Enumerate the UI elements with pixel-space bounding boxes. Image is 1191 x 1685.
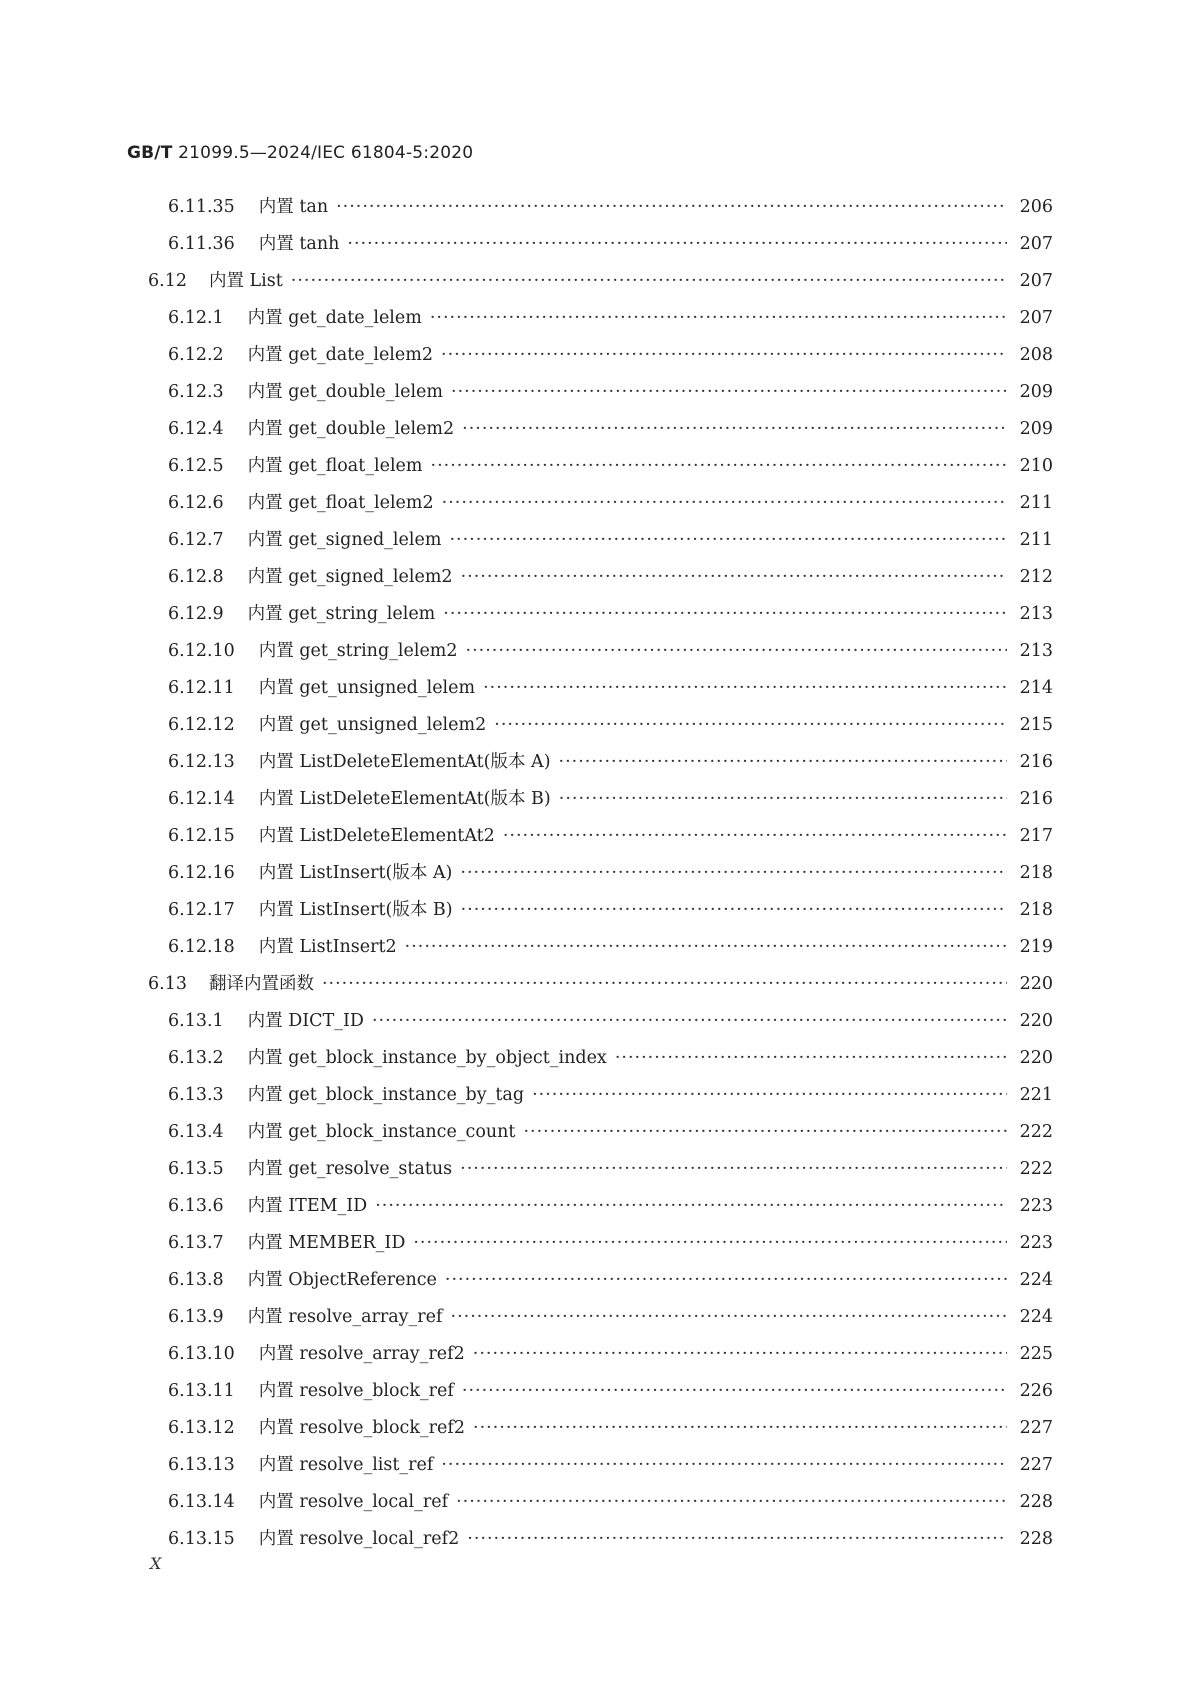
toc-entry-number: 6.12.9 [168,604,224,624]
toc-entry[interactable] [0,1229,1191,1266]
toc-entry-page: 216 [1019,752,1053,772]
toc-entry-number: 6.12.18 [168,937,235,957]
toc-entry-title: 内置 get_float_lelem2 [247,493,434,513]
toc-entry-title: 内置 get_signed_lelem2 [247,567,453,587]
toc-dot-leader [460,863,1007,883]
toc-entry-title: 内置 get_resolve_status [247,1159,453,1179]
toc-entry-page: 212 [1019,567,1053,587]
toc-entry[interactable] [0,896,1191,933]
toc-entry-number: 6.13.7 [168,1233,224,1253]
toc-entry[interactable] [0,970,1191,1007]
toc-entry[interactable] [0,1266,1191,1303]
toc-entry[interactable] [0,1044,1191,1081]
toc-entry-page: 228 [1019,1492,1053,1512]
toc-entry-number: 6.12.13 [168,752,235,772]
toc-entry-number: 6.11.36 [168,234,235,254]
toc-entry-page: 221 [1019,1085,1053,1105]
toc-entry-page: 216 [1019,789,1053,809]
toc-entry-title: 内置 get_unsigned_lelem [258,678,476,698]
toc-entry[interactable] [0,526,1191,563]
toc-dot-leader [449,530,1007,550]
toc-entry-number: 6.13.12 [168,1418,235,1438]
toc-entry[interactable] [0,637,1191,674]
toc-entry[interactable] [0,1340,1191,1377]
toc-entry-number: 6.13.6 [168,1196,224,1216]
toc-dot-leader [451,382,1007,402]
toc-entry[interactable] [0,785,1191,822]
toc-dot-leader [462,419,1007,439]
toc-entry[interactable] [0,489,1191,526]
toc-dot-leader [532,1085,1007,1105]
toc-entry[interactable] [0,1007,1191,1044]
toc-entry-title: 内置 resolve_local_ref [258,1492,449,1512]
page-number: X [150,1554,162,1573]
toc-entry-number: 6.13.1 [168,1011,224,1031]
toc-entry-page: 217 [1019,826,1053,846]
table-of-contents [0,193,1191,1562]
toc-entry-page: 228 [1019,1529,1053,1549]
toc-entry-number: 6.12 [148,271,187,291]
toc-entry[interactable] [0,1414,1191,1451]
toc-entry-title: 内置 resolve_array_ref [247,1307,443,1327]
toc-entry-title: 内置 ListInsert(版本 B) [258,900,453,920]
toc-dot-leader [336,197,1007,217]
toc-entry-number: 6.12.1 [168,308,224,328]
toc-entry-number: 6.12.4 [168,419,224,439]
toc-entry-page: 218 [1019,900,1053,920]
toc-entry[interactable] [0,415,1191,452]
toc-dot-leader [503,826,1007,846]
toc-dot-leader [372,1011,1007,1031]
toc-entry-title: 内置 resolve_array_ref2 [258,1344,465,1364]
toc-entry-number: 6.13.9 [168,1307,224,1327]
toc-dot-leader [466,641,1007,661]
toc-dot-leader [441,345,1007,365]
toc-dot-leader [442,493,1007,513]
toc-entry-number: 6.12.11 [168,678,235,698]
toc-entry-page: 222 [1019,1122,1053,1142]
toc-entry-title: 内置 get_date_lelem2 [247,345,433,365]
toc-entry-number: 6.12.7 [168,530,224,550]
toc-entry-number: 6.13.3 [168,1085,224,1105]
toc-entry-number: 6.12.14 [168,789,235,809]
toc-entry-title: 内置 resolve_list_ref [258,1455,434,1475]
toc-entry[interactable] [0,193,1191,230]
toc-entry[interactable] [0,1192,1191,1229]
toc-entry-number: 6.13.14 [168,1492,235,1512]
page-header [127,143,473,163]
toc-entry-title: 内置 List [208,271,283,291]
toc-entry-title: 内置 get_block_instance_by_object_index [247,1048,607,1068]
toc-entry-number: 6.12.10 [168,641,235,661]
toc-entry-page: 225 [1019,1344,1053,1364]
toc-entry-number: 6.12.6 [168,493,224,513]
toc-dot-leader [431,456,1007,476]
standard-prefix: GB/T [127,143,173,163]
toc-dot-leader [405,937,1007,957]
toc-dot-leader [460,1159,1007,1179]
toc-dot-leader [291,271,1007,291]
toc-entry-number: 6.12.12 [168,715,235,735]
toc-entry-title: 内置 resolve_local_ref2 [258,1529,460,1549]
toc-entry[interactable] [0,378,1191,415]
toc-dot-leader [443,604,1007,624]
toc-entry-title: 内置 get_string_lelem [247,604,436,624]
toc-entry[interactable] [0,859,1191,896]
toc-entry-number: 6.13.15 [168,1529,235,1549]
toc-entry[interactable] [0,1377,1191,1414]
toc-entry[interactable] [0,1118,1191,1155]
toc-entry-page: 224 [1019,1270,1053,1290]
toc-entry-number: 6.12.8 [168,567,224,587]
toc-entry-title: 内置 resolve_block_ref [258,1381,454,1401]
toc-entry-page: 227 [1019,1418,1053,1438]
toc-entry-page: 209 [1019,382,1053,402]
toc-entry-number: 6.12.5 [168,456,224,476]
toc-entry-page: 219 [1019,937,1053,957]
toc-entry-page: 213 [1019,641,1053,661]
toc-entry-page: 211 [1019,530,1053,550]
toc-entry-title: 内置 get_unsigned_lelem2 [258,715,487,735]
toc-entry[interactable] [0,1488,1191,1525]
toc-dot-leader [473,1418,1007,1438]
toc-dot-leader [451,1307,1008,1327]
toc-entry-title: 内置 ListDeleteElementAt2 [258,826,495,846]
toc-dot-leader [430,308,1007,328]
toc-entry-number: 6.13.13 [168,1455,235,1475]
toc-entry[interactable] [0,1451,1191,1488]
toc-dot-leader [559,752,1007,772]
toc-entry[interactable] [0,748,1191,785]
toc-entry-title: 内置 MEMBER_ID [247,1233,406,1253]
toc-entry-page: 227 [1019,1455,1053,1475]
toc-entry-number: 6.13 [148,974,187,994]
toc-entry-title: 内置 get_double_lelem2 [247,419,455,439]
toc-entry-title: 内置 tanh [258,234,340,254]
toc-entry-title: 内置 get_string_lelem2 [258,641,458,661]
toc-entry[interactable] [0,563,1191,600]
toc-dot-leader [456,1492,1007,1512]
toc-dot-leader [559,789,1007,809]
toc-entry[interactable] [0,674,1191,711]
toc-entry[interactable] [0,452,1191,489]
toc-entry-page: 207 [1019,234,1053,254]
toc-entry-title: 内置 get_block_instance_by_tag [247,1085,525,1105]
toc-entry-page: 220 [1019,974,1053,994]
toc-entry-number: 6.13.5 [168,1159,224,1179]
toc-entry-page: 223 [1019,1233,1053,1253]
toc-dot-leader [523,1122,1007,1142]
toc-entry-page: 215 [1019,715,1053,735]
toc-entry[interactable] [0,600,1191,637]
toc-entry-page: 226 [1019,1381,1053,1401]
toc-entry-number: 6.12.15 [168,826,235,846]
toc-entry-number: 6.12.16 [168,863,235,883]
toc-dot-leader [445,1270,1007,1290]
toc-entry[interactable] [0,711,1191,748]
toc-entry-title: 内置 get_block_instance_count [247,1122,516,1142]
toc-entry[interactable] [0,822,1191,859]
toc-entry-title: 内置 ListInsert(版本 A) [258,863,453,883]
toc-entry-title: 内置 ListDeleteElementAt(版本 A) [258,752,551,772]
toc-entry-page: 213 [1019,604,1053,624]
toc-entry-number: 6.13.10 [168,1344,235,1364]
toc-entry-number: 6.12.3 [168,382,224,402]
toc-entry[interactable] [0,1525,1191,1562]
toc-entry-number: 6.12.2 [168,345,224,365]
toc-entry-title: 内置 ListDeleteElementAt(版本 B) [258,789,551,809]
toc-entry-title: 内置 ITEM_ID [247,1196,368,1216]
toc-entry-title: 翻译内置函数 [208,974,314,994]
toc-entry-title: 内置 tan [258,197,329,217]
toc-entry-page: 222 [1019,1159,1053,1179]
toc-entry-page: 211 [1019,493,1053,513]
toc-dot-leader [483,678,1007,698]
toc-entry-number: 6.13.2 [168,1048,224,1068]
toc-entry-page: 210 [1019,456,1053,476]
toc-entry-page: 207 [1019,308,1053,328]
toc-entry-title: 内置 get_float_lelem [247,456,423,476]
toc-entry-page: 220 [1019,1048,1053,1068]
toc-dot-leader [347,234,1007,254]
toc-entry-page: 218 [1019,863,1053,883]
toc-entry-title: 内置 get_signed_lelem [247,530,442,550]
toc-entry-number: 6.13.4 [168,1122,224,1142]
toc-dot-leader [441,1455,1007,1475]
toc-dot-leader [467,1529,1007,1549]
toc-entry-page: 220 [1019,1011,1053,1031]
toc-entry-number: 6.12.17 [168,900,235,920]
toc-entry-title: 内置 get_double_lelem [247,382,443,402]
toc-dot-leader [494,715,1007,735]
toc-dot-leader [413,1233,1007,1253]
toc-entry-page: 209 [1019,419,1053,439]
toc-entry[interactable] [0,1303,1191,1340]
toc-dot-leader [615,1048,1007,1068]
standard-code: 21099.5—2024/IEC 61804-5:2020 [178,143,474,163]
toc-dot-leader [462,1381,1007,1401]
toc-entry-page: 224 [1019,1307,1053,1327]
toc-entry-title: 内置 resolve_block_ref2 [258,1418,466,1438]
toc-dot-leader [322,974,1007,994]
toc-entry-page: 223 [1019,1196,1053,1216]
toc-entry-title: 内置 get_date_lelem [247,308,422,328]
toc-dot-leader [461,567,1007,587]
toc-entry-number: 6.13.11 [168,1381,235,1401]
toc-entry[interactable] [0,304,1191,341]
toc-entry-title: 内置 DICT_ID [247,1011,364,1031]
toc-dot-leader [461,900,1007,920]
toc-entry-page: 207 [1019,271,1053,291]
toc-entry-number: 6.11.35 [168,197,235,217]
toc-entry-title: 内置 ListInsert2 [258,937,397,957]
toc-entry[interactable] [0,933,1191,970]
toc-entry-title: 内置 ObjectReference [247,1270,437,1290]
toc-entry[interactable] [0,1155,1191,1192]
toc-entry-page: 214 [1019,678,1053,698]
toc-dot-leader [375,1196,1007,1216]
toc-entry-page: 206 [1019,197,1053,217]
toc-entry[interactable] [0,267,1191,304]
toc-entry-number: 6.13.8 [168,1270,224,1290]
toc-entry[interactable] [0,1081,1191,1118]
toc-entry[interactable] [0,230,1191,267]
toc-entry-page: 208 [1019,345,1053,365]
toc-entry[interactable] [0,341,1191,378]
toc-dot-leader [473,1344,1007,1364]
